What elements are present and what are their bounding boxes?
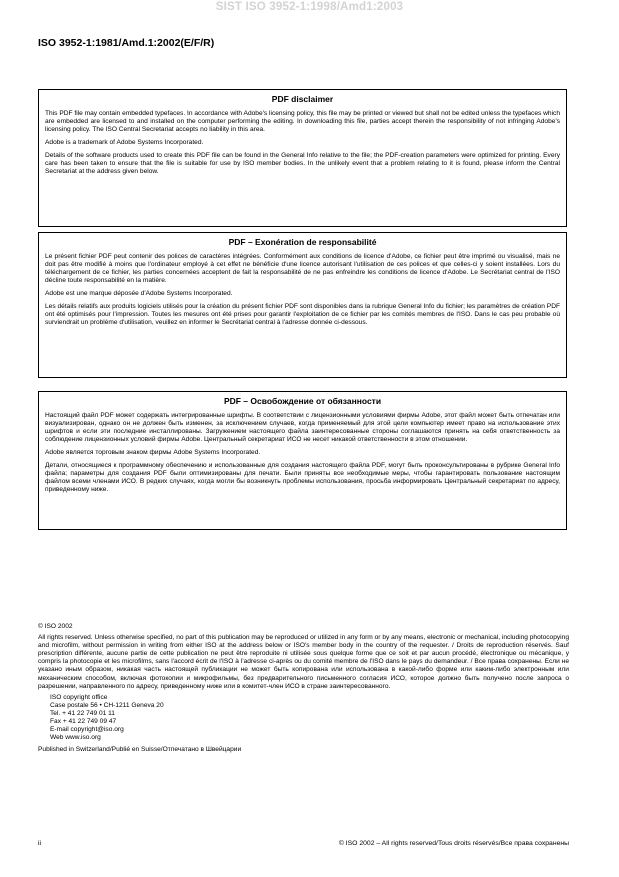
disclaimer-title-english: PDF disclaimer [271,94,334,104]
document-id: ISO 3952-1:1981/Amd.1:2002(E/F/R) [38,37,215,49]
copyright-office-address [50,694,569,743]
copyright-symbol-line: © ISO 2002 [38,623,73,630]
disclaimer-paragraph: Adobe является торговым знаком фирмы Adobe Systems Incorporated. [45,449,261,456]
address-web: Web www.iso.org [50,734,101,742]
copyright-rights-text: All rights reserved. Unless otherwise specified, no part of this publication may be reproduced or utilized in any form or by any means, electronic or mechanical, including photocopying and microfilm, without permission in writing from either ISO at the address below or ISO's member body in the country of the requester. / Droits de reproduction réservés. Sauf prescription différente, aucune partie de cette publication ne peut être reproduite ni utilisée sous quelque forme que ce soit et par aucun procédé, électronique ou mécanique, y compris la photocopie et les microfilms, sans l'accord écrit de l'ISO à l'adresse ci-après ou du comité membre de l'ISO dans le pays du demandeur. / Все права сохранены. Если не указано иным образом, никакая часть настоящей публикации не может быть копирована или использована в какой-либо форме или каким-либо электронным или механическим способом, включая фотокопии и микрофильмы, без предварительного письменного согласия ИСО, которое должно быть получено после запроса о разрешении, направленного по адресу, приведенному ниже или в комитет-член ИСО в стране заинтересованного. [38,634,569,690]
disclaimer-paragraph: Les détails relatifs aux produits logiciels utilisés pour la création du présent fichier PDF sont disponibles dans la rubrique General Info du fichier; les paramètres de création PDF ont été optimisés pour l'impression. Toutes les mesures ont été prises pour garantir l'exploitation de ce fichier par les comités membres de l'ISO. Dans le cas peu probable où surviendrait un problème d'utilisation, veuillez en informer le Secrétariat central à l'adresse donnée ci-dessous. [45,303,560,326]
disclaimer-box-russian [38,391,567,530]
address-line: ISO copyright office [50,693,108,701]
copyright-section [38,623,569,754]
disclaimer-paragraph: This PDF file may contain embedded typefaces. In accordance with Adobe's licensing policy, this file may be printed or viewed but shall not be edited unless the typefaces which are embedded are licensed to and installed on the computer performing the editing. In downloading this file, parties accept therein the responsibility of not infringing Adobe's licensing policy. The ISO Central Secretariat accepts no liability in this area. [45,110,560,133]
disclaimer-paragraph: Adobe est une marque déposée d'Adobe Systems Incorporated. [45,290,233,297]
address-line: Case postale 56 • CH-1211 Geneva 20 [50,701,164,709]
watermark: SIST ISO 3952-1:1998/Amd1:2003 [215,1,404,13]
disclaimer-paragraph: Details of the software products used to create this PDF file can be found in the General Info relative to the file; the PDF-creation parameters were optimized for printing. Every care has been taken to ensure that the file is suitable for use by ISO member bodies. In the unlikely event that a problem relating to it is found, please inform the Central Secretariat at the address given below. [45,152,560,175]
address-email: E-mail copyright@iso.org [50,726,124,734]
disclaimer-box-english [38,89,567,227]
footer-copyright: © ISO 2002 – All rights reserved/Tous droits réservés/Все права сохранены [338,840,569,847]
disclaimer-title-russian: PDF – Освобождение от обязанности [223,396,382,406]
disclaimer-paragraph: Детали, относящиеся к программному обеспечению и использованные для создания настоящего файла PDF, могут быть проконсультированы в рубрике General Info файла; параметры для создания PDF были оптимизированы для печати. Были приняты все необходимые меры, чтобы гарантировать пользование настоящим файлом всеми членами ИСО. В редких случаях, когда могли бы возникнуть проблемы использования, просьба информировать Центральный секретариат по адресу, приведенному ниже. [45,462,560,493]
published-line: Published in Switzerland/Publié en Suisse/Отпечатано в Швейцарии [38,746,242,754]
address-line: Fax + 41 22 749 09 47 [50,718,117,726]
disclaimer-paragraph: Le présent fichier PDF peut contenir des polices de caractères intégrées. Conformément aux conditions de licence d'Adobe, ce fichier peut être imprimé ou visualisé, mais ne doit pas être modifié à moins que l'ordinateur employé à cet effet ne bénéficie d'une licence autorisant l'utilisation de ces polices et que celles-ci y soient installées. Lors du téléchargement de ce fichier, les parties concernées acceptent de fait la responsabilité de ne pas enfreindre les conditions de licence d'Adobe. Le Secrétariat central de l'ISO décline toute responsabilité en la matière. [45,253,560,284]
disclaimer-paragraph: Настоящий файл PDF может содержать интегрированные шрифты. В соответствии с лицензионными условиями фирмы Adobe, этот файл может быть отпечатан или визуализирован, однако он не должен быть изменен, за исключением случаев, когда применяемый для этой цели компьютер имеет право на использование этих шрифтов и если эти последние инсталлированы. Загружением настоящего файла заинтересованные стороны соглашаются принять на себя ответственность за соблюдение лицензионных условий фирмы Adobe. Центральный секретариат ИСО не несет никакой ответственности в этом отношении. [45,412,560,443]
address-line: Tel. + 41 22 749 01 11 [50,709,115,717]
disclaimer-box-french [38,232,567,378]
disclaimer-paragraph: Adobe is a trademark of Adobe Systems Incorporated. [45,139,204,146]
disclaimer-title-french: PDF – Exonération de responsabilité [228,237,377,247]
page-number: ii [38,840,42,847]
